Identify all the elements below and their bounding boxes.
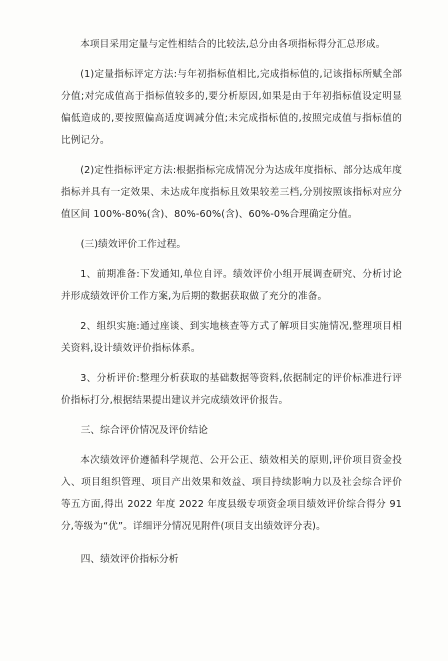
- paragraph-quantitative-method: (1)定量指标评定方法:与年初指标值相比,完成指标值的,记该指标所赋全部分值;对完成值高于指标值较多的,要分析原因,如果是由于年初指标值设定明显偏低造成的,要按照偏高适度调减分值;未完成指标值的,按照完成值与指标值的比例记分。: [61, 69, 402, 146]
- paragraph-method-intro: 本项目采用定量与定性相结合的比较法,总分由各项指标得分汇总形成。: [80, 39, 386, 50]
- heading-indicator-analysis: 四、绩效评价指标分析: [80, 554, 179, 565]
- heading-evaluation-process: (三)绩效评价工作过程。: [80, 239, 187, 250]
- paragraph-preparation: 1、前期准备:下发通知,单位自评。绩效评价小组开展调查研究、分析讨论并形成绩效评价工作方案,为后期的数据获取做了充分的准备。: [61, 269, 402, 302]
- paragraph-implementation: 2、组织实施:通过座谈、到实地核查等方式了解项目实施情况,整理项目相关资料,设计绩效评价指标体系。: [61, 321, 402, 354]
- heading-conclusion: 三、综合评价情况及评价结论: [80, 425, 208, 436]
- paragraph-qualitative-method: (2)定性指标评定方法:根据指标完成情况分为达成年度指标、部分达成年度指标并具有一定效果、未达成年度指标且效果较差三档,分别按照该指标对应分值区间 100%-80%(含)、80%-60%(含)、60%-0%合理确定分值。: [61, 165, 402, 220]
- paragraph-conclusion: 本次绩效评价遵循科学规范、公开公正、绩效相关的原则,评价项目资金投入、项目组织管理、项目产出效果和效益、项目持续影响力以及社会综合评价等五方面,得出 2022 年度 2022 年度县级专项资金项目绩效评价综合得分 91 分,等级为“优”。详细评分情况见附件(项目支出绩效评分表)。: [61, 455, 402, 532]
- paragraph-analysis: 3、分析评价:整理分析获取的基础数据等资料,依据制定的评价标准进行评价指标打分,根据结果提出建议并完成绩效评价报告。: [61, 373, 402, 406]
